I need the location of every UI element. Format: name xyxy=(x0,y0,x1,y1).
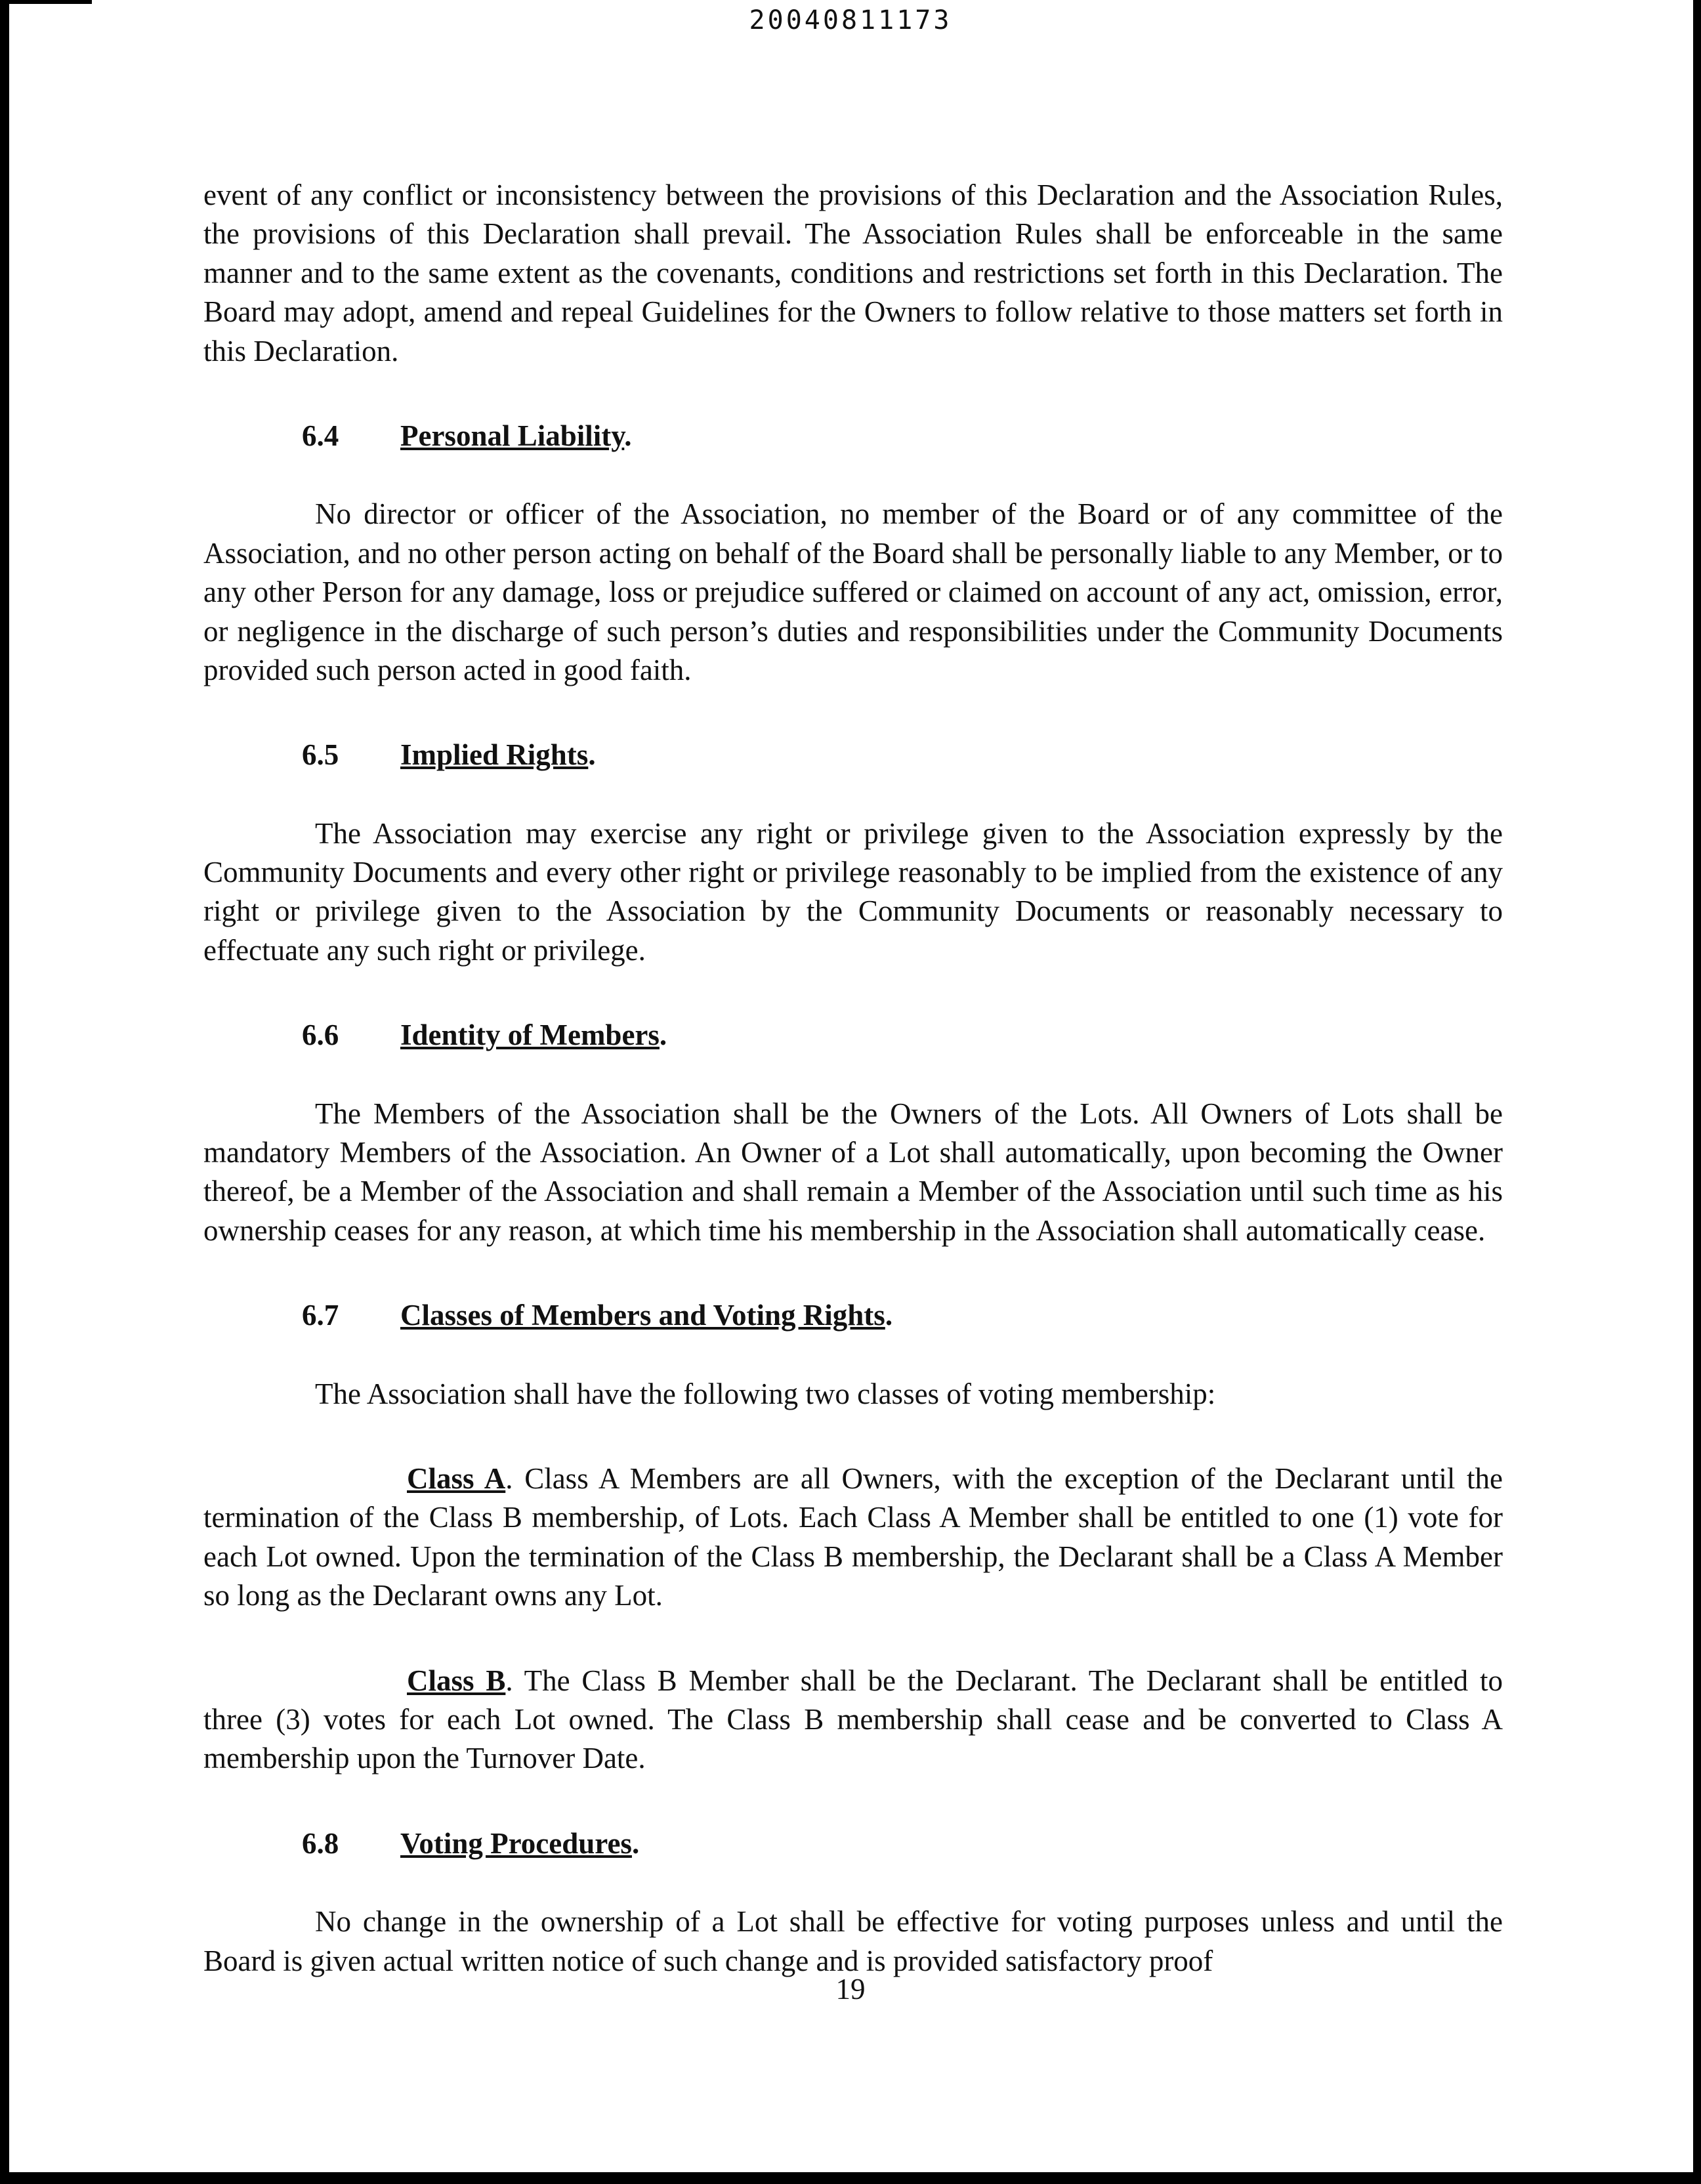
page-body xyxy=(203,176,1503,2026)
section-title: Classes of Members and Voting Rights xyxy=(400,1299,885,1332)
section-title: Voting Procedures xyxy=(400,1826,632,1860)
page-number: 19 xyxy=(835,1973,866,2006)
section-body-6-7: The Association shall have the following two classes of voting membership: xyxy=(315,1377,1216,1410)
section-title: Implied Rights xyxy=(400,738,589,772)
class-b-label: Class B xyxy=(407,1664,506,1697)
section-number: 6.5 xyxy=(302,738,339,772)
section-body-6-6: The Members of the Association shall be the Owners of the Lots. All Owners of Lots shall be mandatory Members of the Association. An Owner of a Lot shall automatically, upon becoming the Owner thereof, be a Member of the Association and shall remain a Member of the Association until such time as his ownership ceases for any reason, at which time his membership in the Association shall automatically cease. xyxy=(203,1097,1503,1247)
section-heading-6-8: 6.8 Voting Procedures. xyxy=(302,1824,1503,1863)
section-body-6-5: The Association may exercise any right or privilege given to the Association expressly by the Community Documents and every other right or privilege reasonably to be implied from the existence of any right or privilege given to the Association by the Community Documents or reasonably necessary to effectuate any such right or privilege. xyxy=(203,816,1503,967)
section-body-6-4: No director or officer of the Association, no member of the Board or of any committee of the Association, and no other person acting on behalf of the Board shall be personally liable to any Member, or to any other Person for any damage, loss or prejudice suffered or claimed on account of any act, omission, error, or negligence in the discharge of such person’s duties and responsibilities under the Community Documents provided such person acted in good faith. xyxy=(203,497,1503,686)
section-number: 6.8 xyxy=(302,1826,339,1860)
section-heading-6-5: 6.5 Implied Rights. xyxy=(302,736,1503,774)
section-heading-6-6: 6.6 Identity of Members. xyxy=(302,1016,1503,1055)
section-number: 6.6 xyxy=(302,1018,339,1052)
class-b-paragraph: Class B. The Class B Member shall be the Declarant. The Declarant shall be entitled to three (3) votes for each Lot owned. The Class B membership shall cease and be converted to Class A membership upon the Turnover Date. xyxy=(203,1664,1503,1775)
class-b-text: The Class B Member shall be the Declarant. The Declarant shall be entitled to three (3) votes for each Lot owned. The Class B membership shall cease and be converted to Class A membership upon the Turnover Date. xyxy=(203,1664,1503,1775)
scan-border-right xyxy=(1693,0,1701,2184)
section-title: Personal Liability xyxy=(400,419,625,452)
scan-border-bottom xyxy=(0,2172,1701,2184)
section-heading-6-4: 6.4 Personal Liability. xyxy=(302,417,1503,455)
intro-paragraph: event of any conflict or inconsistency between the provisions of this Declaration and the Association Rules, the provisions of this Declaration shall prevail. The Association Rules shall be enforceable in the same manner and to the same extent as the covenants, conditions and restrictions set forth in this Declaration. The Board may adopt, amend and repeal Guidelines for the Owners to follow relative to those matters set forth in this Declaration. xyxy=(203,178,1503,368)
class-a-label: Class A xyxy=(407,1461,506,1495)
class-a-text: Class A Members are all Owners, with the exception of the Declarant until the termination of the Class B membership, of Lots. Each Class A Member shall be entitled to one (1) vote for each Lot owned. Upon the termination of the Class B membership, the Declarant shall be a Class A Member so long as the Declarant owns any Lot. xyxy=(203,1461,1503,1612)
scan-border-top-left xyxy=(0,0,92,4)
section-number: 6.7 xyxy=(302,1299,339,1332)
class-a-paragraph: Class A. Class A Members are all Owners, with the exception of the Declarant until the termination of the Class B membership, of Lots. Each Class A Member shall be entitled to one (1) vote for each Lot owned. Upon the termination of the Class B membership, the Declarant shall be a Class A Member so long as the Declarant owns any Lot. xyxy=(203,1461,1503,1612)
section-heading-6-7: 6.7 Classes of Members and Voting Rights. xyxy=(302,1296,1503,1335)
scan-border-left xyxy=(0,0,9,2184)
section-title: Identity of Members xyxy=(400,1018,660,1052)
document-id: 20040811173 xyxy=(749,5,952,35)
section-number: 6.4 xyxy=(302,419,339,452)
section-body-6-8: No change in the ownership of a Lot shall be effective for voting purposes unless and until the Board is given actual written notice of such change and is provided satisfactory proof xyxy=(203,1905,1503,1977)
